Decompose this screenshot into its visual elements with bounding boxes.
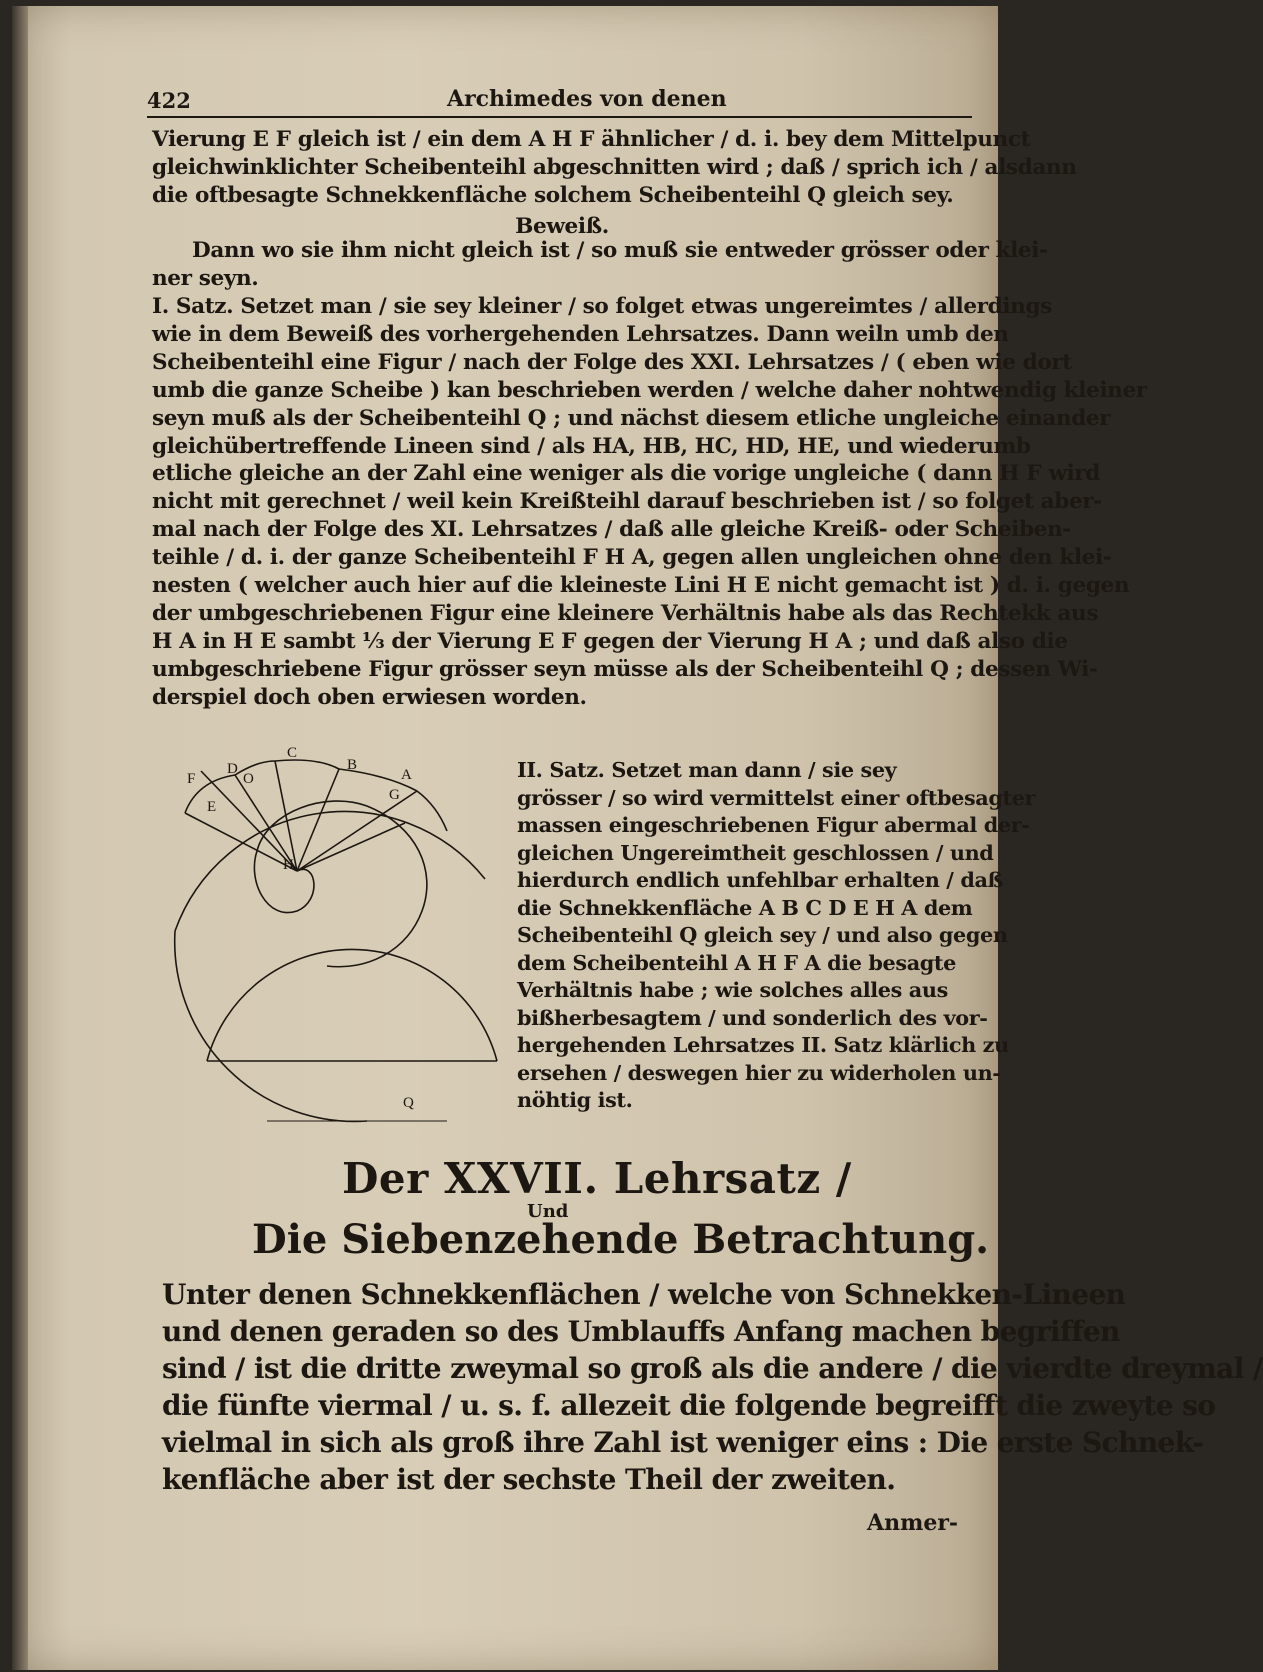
label-h: H — [283, 857, 294, 873]
text-line: die oftbesagte Schnekkenfläche solchem Scheibenteihl Q gleich sey. — [152, 182, 954, 208]
text-line: gleichübertreffende Lineen sind / als HA, HB, HC, HD, HE, und wiederumb — [152, 433, 1031, 459]
text-line: Verhältnis habe ; wie solches alles aus — [517, 977, 948, 1002]
text-line: II. Satz. Setzet man dann / sie sey — [517, 757, 897, 782]
text-line: der umbgeschriebenen Figur eine kleinere Verhältnis habe als das Rechtekk aus — [152, 600, 1099, 626]
text-line: die fünfte viermal / u. s. f. allezeit die folgende begreifft die zweyte so — [162, 1389, 1216, 1422]
text-line: sind / ist die dritte zweymal so groß als die andere / die vierdte dreymal / — [162, 1352, 1263, 1385]
running-header — [147, 86, 972, 118]
text-line: die Schnekkenfläche A B C D E H A dem — [517, 894, 973, 920]
label-a: A — [401, 767, 412, 783]
text-line: grösser / so wird vermittelst einer oftbesagter — [517, 784, 1036, 810]
label-g: G — [389, 787, 400, 803]
text-line: H A in H E sambt ⅓ der Vierung E F gegen der Vierung H A ; und daß also die — [152, 628, 1068, 654]
text-line: Dann wo sie ihm nicht gleich ist / so muß sie entweder grösser oder klei- — [192, 238, 1048, 263]
paragraph-satz-1 — [152, 293, 1147, 712]
text-line: teihle / d. i. der ganze Scheibenteihl F H A, gegen allen ungleichen ohne den klei- — [152, 545, 1112, 571]
text-line: dem Scheibenteihl A H F A die besagte — [517, 949, 956, 975]
text-line: nöhtig ist. — [517, 1087, 633, 1112]
paragraph-proof-start — [152, 237, 1048, 293]
text-line: Unter denen Schnekkenflächen / welche von Schnekken-Lineen — [162, 1278, 1126, 1311]
text-line: Scheibenteihl Q gleich sey / und also gegen — [517, 922, 1008, 947]
text-line: etliche gleiche an der Zahl eine weniger als die vorige ungleiche ( dann H F wird — [152, 461, 1100, 487]
text-line: hierdurch endlich unfehlbar erhalten / daß — [517, 867, 1003, 892]
catchword: Anmer- — [867, 1510, 959, 1536]
label-b: B — [347, 757, 358, 773]
label-o: O — [243, 771, 254, 787]
text-line: I. Satz. Setzet man / sie sey kleiner / so folget etwas ungereimtes / allerdings — [152, 294, 1052, 319]
label-f: F — [187, 771, 196, 787]
text-line: derspiel doch oben erwiesen worden. — [152, 684, 587, 710]
text-line: nesten ( welcher auch hier auf die kleineste Lini H E nicht gemacht ist ) d. i. gegen — [152, 573, 1130, 599]
label-d: D — [227, 761, 238, 777]
text-line: mal nach der Folge des XI. Lehrsatzes / daß alle gleiche Kreiß- oder Scheiben- — [152, 517, 1071, 543]
book-page — [12, 6, 1263, 1670]
text-line: ersehen / deswegen hier zu widerholen un- — [517, 1059, 1001, 1085]
section-heading-beweis: Beweiß. — [515, 213, 609, 239]
theorem-title: Der XXVII. Lehrsatz / — [342, 1154, 852, 1203]
text-line: seyn muß als der Scheibenteihl Q ; und nächst diesem etliche ungleiche einander — [152, 405, 1111, 431]
page-number: 422 — [147, 88, 191, 113]
text-line: kenfläche aber ist der sechste Theil der zweiten. — [162, 1463, 896, 1496]
text-line: vielmal in sich als groß ihre Zahl ist weniger eins : Die erste Schnek- — [162, 1426, 1204, 1459]
text-line: gleichen Ungereimtheit geschlossen / und — [517, 839, 994, 865]
theorem-statement — [162, 1276, 1263, 1498]
text-line: Scheibenteihl eine Figur / nach der Folge des XXI. Lehrsatzes / ( eben wie dort — [152, 349, 1072, 375]
paragraph-intro — [152, 126, 1077, 241]
consideration-title: Die Siebenzehende Betrachtung. — [252, 1216, 990, 1263]
text-line: massen eingeschriebenen Figur abermal der- — [517, 812, 1030, 837]
text-line: wie in dem Beweiß des vorhergehenden Lehrsatzes. Dann weiln umb den — [152, 321, 1009, 347]
label-e: E — [207, 799, 217, 815]
text-line: gleichwinklichter Scheibenteihl abgeschnitten wird ; daß / sprich ich / alsdann — [152, 154, 1077, 180]
text-line: umb die ganze Scheibe ) kan beschrieben werden / welche daher nohtwendig kleiner — [152, 377, 1147, 403]
theorem-subtitle-und: Und — [527, 1201, 569, 1222]
label-q: Q — [403, 1095, 414, 1111]
text-line: umbgeschriebene Figur grösser seyn müsse als der Scheibenteihl Q ; dessen Wi- — [152, 656, 1098, 682]
text-line: ner seyn. — [152, 265, 259, 291]
running-title: Archimedes von denen — [447, 86, 727, 112]
text-line: bißherbesagtem / und sonderlich des vor- — [517, 1004, 988, 1030]
text-line: und denen geraden so des Umblauffs Anfang machen begriffen — [162, 1315, 1120, 1348]
label-c: C — [287, 745, 298, 761]
text-line: hergehenden Lehrsatzes II. Satz klärlich zu — [517, 1032, 1009, 1057]
paragraph-satz-2 — [517, 756, 1036, 1114]
text-line: Vierung E F gleich ist / ein dem A H F ähnlicher / d. i. bey dem Mittelpunct — [152, 127, 1031, 152]
spiral-diagram — [167, 745, 507, 1141]
text-line: nicht mit gerechnet / weil kein Kreißteihl darauf beschrieben ist / so folget aber- — [152, 489, 1102, 515]
